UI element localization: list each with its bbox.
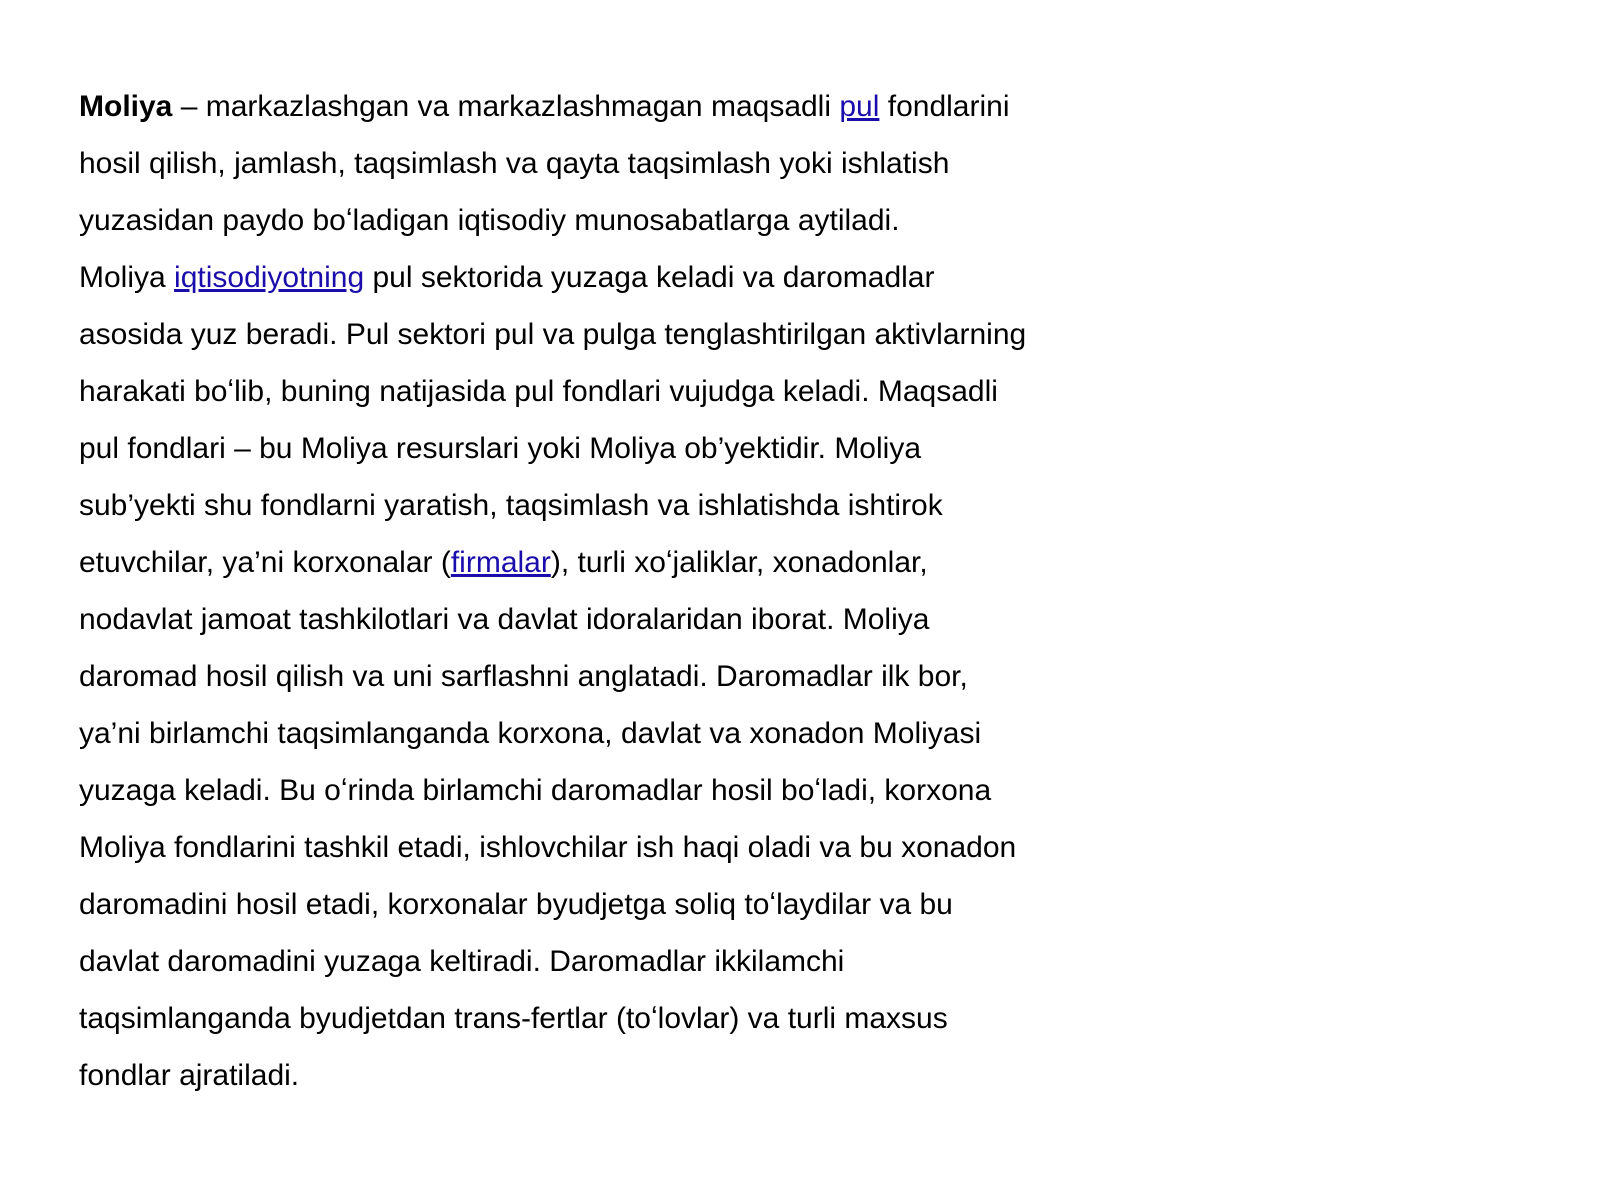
text-line-11: daromad hosil qilish va uni sarflashni anglatadi. Daromadlar ilk bor, xyxy=(79,660,968,693)
text-fragment: etuvchilar, ya’ni korxonalar ( xyxy=(79,546,451,579)
text-fragment: fondlarini xyxy=(879,90,1010,123)
text-line-4 xyxy=(79,249,1119,306)
text-fragment: – markazlashgan va markazlashmagan maqsadli xyxy=(172,90,840,123)
text-line-18: fondlar ajratiladi. xyxy=(79,1059,300,1092)
text-fragment: Moliya xyxy=(79,261,175,294)
text-line-17: taqsimlanganda byudjetdan trans-fertlar (toʻlovlar) va turli maxsus xyxy=(79,1002,948,1035)
text-fragment: ), turli xoʻjaliklar, xonadonlar, xyxy=(550,546,928,579)
link-pul[interactable]: pul xyxy=(839,90,880,123)
text-fragment: pul sektorida yuzaga keladi va daromadlar xyxy=(364,261,935,294)
text-line-16: davlat daromadini yuzaga keltiradi. Daromadlar ikkilamchi xyxy=(79,945,845,978)
text-line-5: asosida yuz beradi. Pul sektori pul va pulga tenglashtirilgan aktivlarning xyxy=(79,318,1027,351)
link-firmalar[interactable]: firmalar xyxy=(450,546,551,579)
text-line-6: harakati boʻlib, buning natijasida pul fondlari vujudga keladi. Maqsadli xyxy=(79,375,998,408)
term-moliya: Moliya xyxy=(79,90,173,123)
text-line-8: sub’yekti shu fondlarni yaratish, taqsimlash va ishlatishda ishtirok xyxy=(79,489,943,522)
article-text xyxy=(79,78,1119,1104)
text-line-14: Moliya fondlarini tashkil etadi, ishlovchilar ish haqi oladi va bu xonadon xyxy=(79,831,1017,864)
text-line-9 xyxy=(79,534,1119,591)
text-line-13: yuzaga keladi. Bu oʻrinda birlamchi daromadlar hosil boʻladi, korxona xyxy=(79,774,992,807)
text-line-1 xyxy=(79,78,1119,135)
text-line-15: daromadini hosil etadi, korxonalar byudjetga soliq toʻlaydilar va bu xyxy=(79,888,953,921)
text-line-12: ya’ni birlamchi taqsimlanganda korxona, davlat va xonadon Moliyasi xyxy=(79,717,982,750)
text-line-3: yuzasidan paydo boʻladigan iqtisodiy munosabatlarga aytiladi. xyxy=(79,204,900,237)
text-line-10: nodavlat jamoat tashkilotlari va davlat idoralaridan iborat. Moliya xyxy=(79,603,930,636)
text-line-2: hosil qilish, jamlash, taqsimlash va qayta taqsimlash yoki ishlatish xyxy=(79,147,950,180)
link-iqtisodiyotning[interactable]: iqtisodiyotning xyxy=(174,261,365,294)
text-line-7: pul fondlari – bu Moliya resurslari yoki Moliya ob’yektidir. Moliya xyxy=(79,432,922,465)
